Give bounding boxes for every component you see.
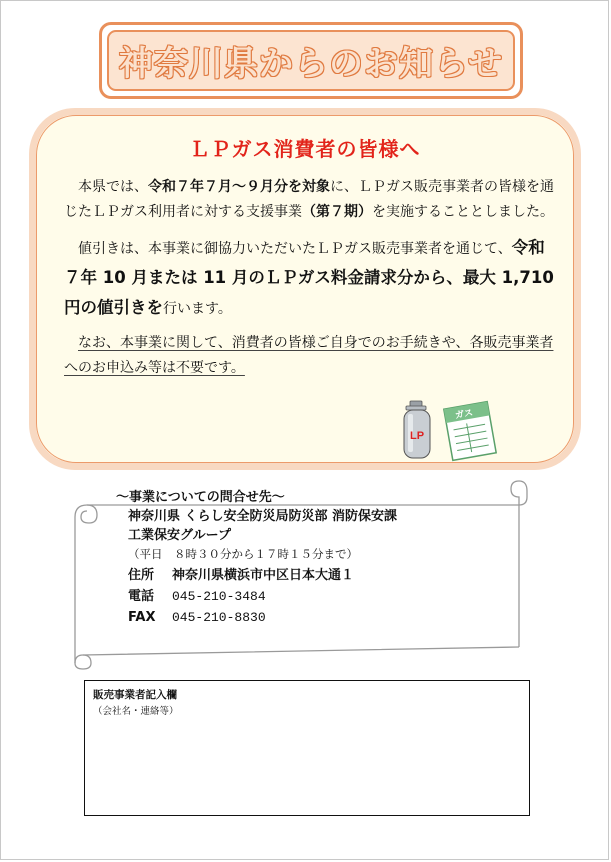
contact-org: 神奈川県 くらし安全防災局防災部 消防保安課 <box>128 509 398 524</box>
gas-illustration <box>402 399 530 463</box>
gas-canister-icon <box>404 401 430 458</box>
paragraph-1 <box>64 175 556 225</box>
p1-phase: （第７期） <box>302 204 372 220</box>
title-banner-inner <box>107 30 515 91</box>
vendor-box-sublabel: （会社名・連絡等） <box>93 706 179 717</box>
p2-pre: 値引きは、本事業に御協力いただいたＬＰガス販売事業者を通じて、 <box>78 241 512 257</box>
p3-text: なお、本事業に関して、消費者の皆様ご自身でのお手続きや、各販売事業者へのお申込み等は不要です。 <box>64 335 554 376</box>
fax-label: FAX <box>128 610 156 625</box>
vendor-entry-box <box>84 680 530 816</box>
contact-info <box>116 488 397 627</box>
notice-panel <box>29 108 581 470</box>
p1-period: 令和７年７月～９月分を対象 <box>148 179 330 195</box>
address-label: 住所 <box>128 568 155 583</box>
sheet-label: ガス <box>454 408 474 422</box>
fax-value: 045-210-8830 <box>172 610 266 625</box>
notice-headline: ＬＰガス消費者の皆様へ <box>189 137 421 161</box>
gas-bill-icon <box>444 402 496 461</box>
contact-fax-row <box>116 608 397 627</box>
title-banner <box>99 22 523 99</box>
address-value: 神奈川県横浜市中区日本大通１ <box>172 568 355 583</box>
p2-post: 行います。 <box>163 301 232 317</box>
p1-post: を実施することとしました。 <box>372 204 554 220</box>
contact-group: 工業保安グループ <box>128 528 231 543</box>
contact-address-row <box>116 566 397 585</box>
tel-value: 045-210-3484 <box>172 589 266 604</box>
vendor-box-label: 販売事業者記入欄 <box>93 689 177 701</box>
notice-body <box>64 175 556 389</box>
contact-hours: （平日 ８時３０分から１７時１５分まで） <box>128 547 358 561</box>
tel-label: 電話 <box>128 589 155 604</box>
contact-tel-row <box>116 587 397 606</box>
paragraph-2 <box>64 233 556 323</box>
canister-label: LP <box>409 430 425 442</box>
page-title: 神奈川県からのお知らせ <box>119 44 503 84</box>
paragraph-3 <box>64 331 556 381</box>
p1-pre: 本県では、 <box>78 179 148 195</box>
p2-discount: 令和７年 10 月または 11 月のＬＰガス料金請求分から、最大 1,710 円の値引きを <box>64 238 554 317</box>
p1-mid: に、ＬＰガス販売事業者の皆様を通じたＬＰガス利用者に対する支援事業 <box>64 179 554 220</box>
contact-heading: ～事業についての問合せ先～ <box>116 490 285 505</box>
